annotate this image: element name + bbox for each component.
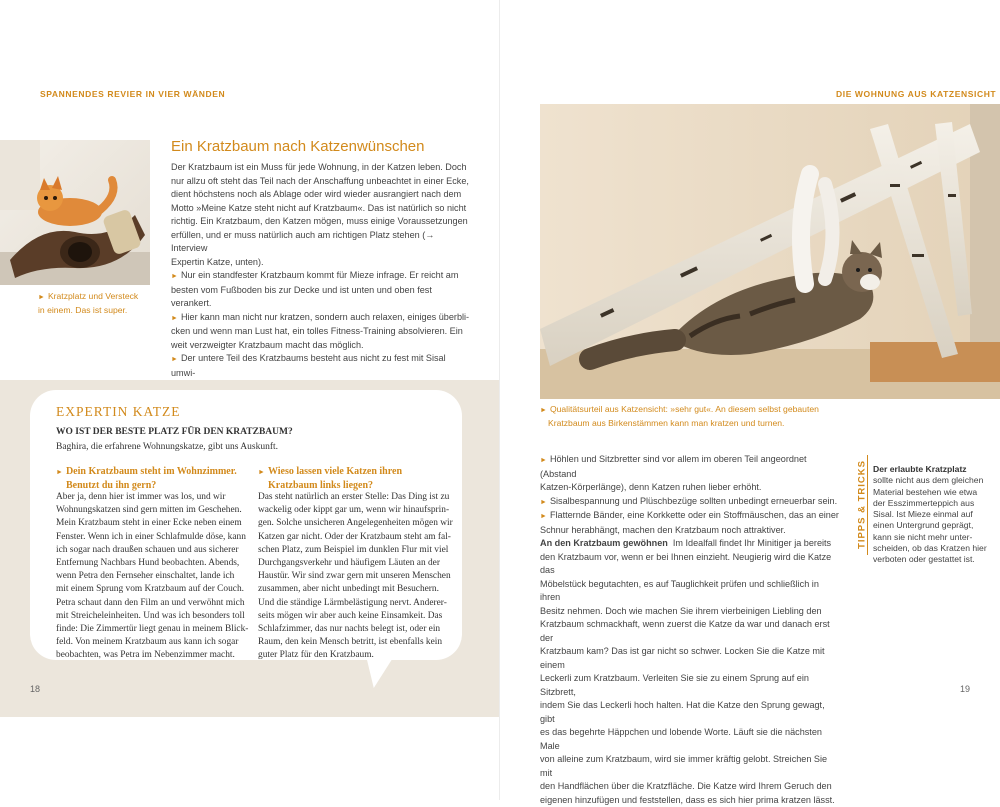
photo-cat-birch-scratching-tree [540,104,1000,399]
photo-caption-left: ► Kratzplatz und Versteck in einem. Das ist super. [38,291,139,315]
page-gutter [499,0,500,800]
page-number-right: 19 [960,684,971,694]
running-head-left: SPANNENDES REVIER IN VIER WÄNDEN [40,89,226,99]
page-number-left: 18 [30,684,41,694]
bullet-icon: ► [56,468,63,476]
bullet-item: ► Höhlen und Sitzbretter sind vor allem im oberen Teil angeordnet (Abstand [540,454,807,479]
tip-box: Der erlaubte Kratzplatz sollte nicht aus dem gleichen Material bestehen wie etwa der Esszimmerteppich aus Sisal. Ist Mieze einmal auf einen Untergrund geprägt, kann sie nicht mehr unter- scheiden, ob das Kratzen hier verboten oder gestattet ist. [873,464,987,565]
bullet-icon: ► [258,468,265,476]
tips-rule [867,455,868,555]
photo-cat-scratch-tunnel [0,140,150,285]
bullet-icon: ► [540,457,547,464]
bullet-icon: ► [540,498,547,506]
section-heading-left: Ein Kratzbaum nach Katzenwünschen [171,138,425,155]
bullet-icon: ► [38,294,45,301]
expert-col2-heading: ► Wieso lassen viele Katzen ihren Kratzbaum links liegen? [258,466,403,491]
right-body-text: ► Höhlen und Sitzbretter sind vor allem im oberen Teil angeordnet (Abstand Katzen-Körperlänge), denn Katzen ruhen lieber erhöht. ► Sisalbespannung und Plüschbezüge sollten unbedingt erneuerbar sein. ► Flatternde Bänder, eine Korkkette oder ein Stoffmäuschen, das an einer Schnur herabhängt, machen den Kratzbaum noch attraktiver. An den Kratzbaum gewöhnen Im Idealfall findet Ihr Minitiger ja bereits den Kratzbaum vor, wenn er bei Ihnen einzieht. Neugierig wird die Katze das Möbelstück begutachten, es auf Tauglichkeit prüfen und schließlich in ihren Besitz nehmen. Doch wie machen Sie ihrem vierbeinigen Liebling den Kratzbaum schmackhaft, wenn zuerst die Katze da war und danach erst der Kratzbaum kam? Das ist gar nicht so schwer. Locken Sie die Katze mit einem Leckerli zum Kratzbaum. Verleiten Sie sie zu einem Sprung auf ein Sitzbrett, indem Sie das Leckerli hoch halten. Hat die Katze den Sprung gewagt, gibt es das begehrte Häppchen und lobende Worte. Läuft sie die nächsten Male von alleine zum Kratzbaum, wird sie immer kräftig gelobt. Streichen Sie mit den Handflächen über die Kratzfläche. Die Katze wird Ihrem Geruch den eigenen hinzufügen und feststellen, dass es sich hier prima kratzen lässt. [540,454,839,805]
running-head-right: DIE WOHNUNG AUS KATZENSICHT [836,89,997,99]
tip-title: Der erlaubte Kratzplatz [873,464,967,474]
bullet-item: ► Flatternde Bänder, eine Korkkette oder ein Stoffmäuschen, das an einer [540,510,839,520]
bullet-icon: ► [171,356,178,363]
expert-col2-text: Das steht natürlich an erster Stelle: Das Ding ist zu wackelig oder kippt gar um, wenn wir hinaufsprin- gen. Solche unsicheren Angelegenheiten mögen wir Katzen gar nicht. Oder der Kratzbaum steht am fal- schen Platz, zum Beispiel im dunklen Flur mit viel Durchgangsverkehr und häufigem Läuten an der Haustür. Wir sind zwar gern mit unseren Menschen zusammen, aber nicht unbedingt mit Besuchern. Und die ständige Lärmbelästigung nervt. Anderer- seits mögen wir aber auch keine Einsamkeit. Das Schlafzimmer, das nur nachts belegt ist, oder ein Raum, den kein Mensch betritt, ist ebenfalls kein guter Platz für den Kratzbaum. [258,492,453,661]
bullet-icon: ► [540,407,547,414]
sub-heading: An den Kratzbaum gewöhnen [540,538,668,548]
expert-box-title: EXPERTIN KATZE [56,404,181,419]
bullet-icon: ► [171,314,178,322]
intro-paragraph: Der Kratzbaum ist ein Muss für jede Wohnung, in der Katzen leben. Doch nur allzu oft steht das Teil nach der Anschaffung unbeachtet in einer Ecke, dient höchstens noch als Ablage oder wird wieder ausrangiert nach dem Motto »Meine Katze steht nicht auf Kratzbaum«. Das ist natürlich so nicht richtig. Ein Kratzbaum, den Katzen mögen, muss einige Voraussetzungen erfüllen, und er muss natürlich auch am richtigen Platz stehen (→ Interview Expertin Katze, unten). ► Nur ein standfester Kratzbaum kommt für Mieze infrage. Er reicht am besten vom Fußboden bis zur Decke und ist unten und oben fest verankert. ► Hier kann man nicht nur kratzen, sondern auch relaxen, einiges überbli- cken und wenn man Lust hat, ein tolles Fitness-Training absolvieren. Ein weit verzweigter Kratzbaum macht das möglich. ► Der untere Teil des Kratzbaums besteht aus nicht zu fest mit Sisal umwi- [171,161,471,422]
bullet-icon: ► [540,513,547,520]
bullet-icon: ► [171,273,178,280]
expert-col1-text: Aber ja, denn hier ist immer was los, und wir Wohnungskatzen sind gern mitten im Geschehen. Mein Kratzbaum steht in einer Ecke neben einem Fenster. Wenn ich in einer Schlafmulde döse, kann ich sogar nach draußen schauen und aus sicherer Entfernung Nachbars Hund beobachten. Abends, wenn Petra den Fernseher einschaltet, lande ich mit einem Sprung vom Kratzbaum auf der Couch. Petra schaut dann den Film an und verwöhnt mich mit Streicheleinheiten. Und was ich besonders toll finde: Die Zimmertür liegt genau in meinem Blick- feld. Von meinem Kratzbaum aus kann ich sogar beobachten, was Petra im Nebenzimmer macht. [56,492,249,661]
expert-intro: Baghira, die erfahrene Wohnungskatze, gibt uns Auskunft. [56,442,278,452]
expert-col1-heading: ► Dein Kratzbaum steht im Wohnzimmer. Benutzt du ihn gern? [56,466,237,491]
bullet-item: ► Nur ein standfester Kratzbaum kommt für Mieze infrage. Er reicht am [171,270,459,280]
tips-label: TIPPS & TRICKS [856,460,868,549]
expert-question: WO IST DER BESTE PLATZ FÜR DEN KRATZBAUM? [56,427,293,437]
bullet-item: ► Sisalbespannung und Plüschbezüge sollten unbedingt erneuerbar sein. [540,495,838,506]
bullet-item: ► Der untere Teil des Kratzbaums besteht aus nicht zu fest mit Sisal umwi- [171,353,446,378]
bullet-item: ► Hier kann man nicht nur kratzen, sondern auch relaxen, einiges überbli- [171,311,470,322]
subheading-line: An den Kratzbaum gewöhnen Im Idealfall findet Ihr Minitiger ja bereits [540,538,832,548]
photo-caption-right: ► Qualitätsurteil aus Katzensicht: »sehr gut«. An diesem selbst gebauten Kratzbaum aus Birkenstämmen kann man kratzen und turnen. [540,404,819,428]
